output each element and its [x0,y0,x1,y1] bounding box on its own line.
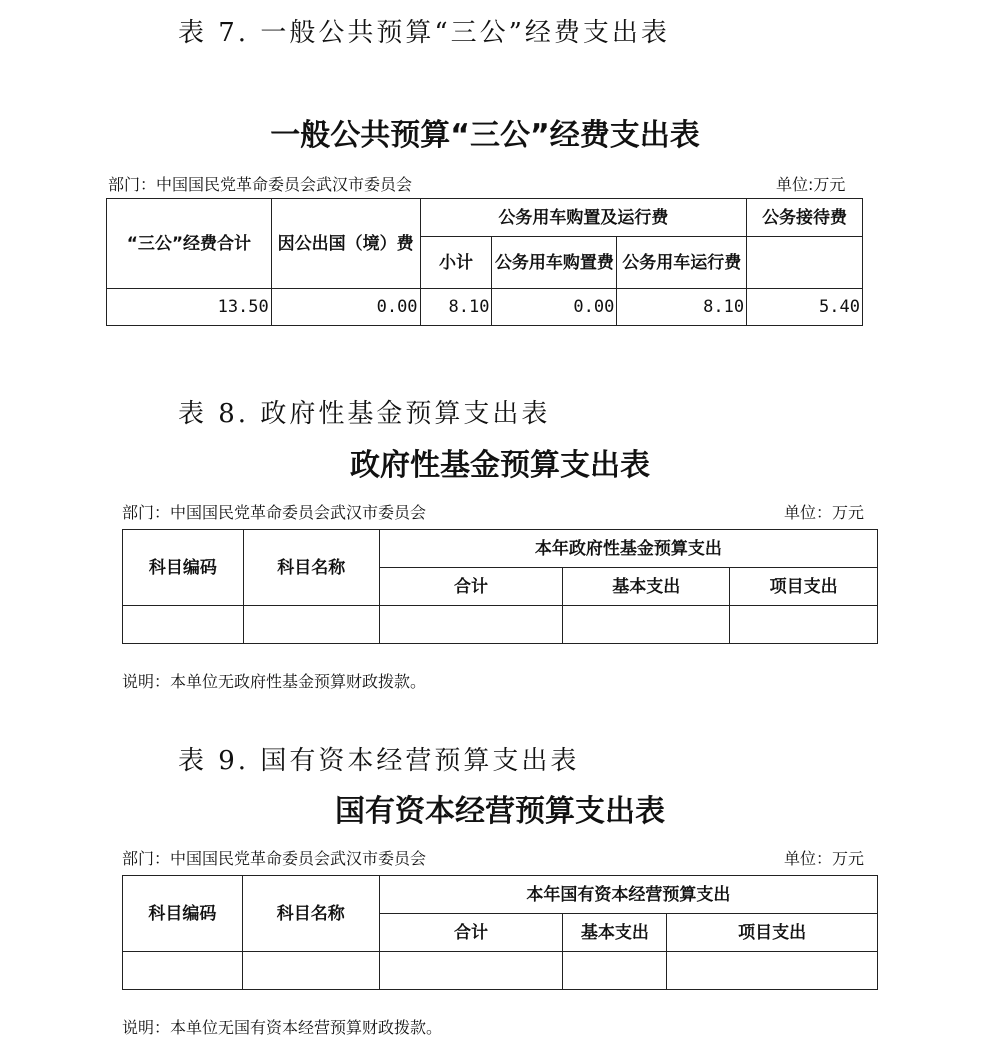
cell-empty [563,952,667,990]
header-total: “三公”经费合计 [107,199,272,289]
table9 [122,875,878,990]
header-code: 科目编码 [123,876,243,952]
header-vehicle-group: 公务用车购置及运行费 [420,199,747,237]
table8-dept: 部门：中国国民党革命委员会武汉市委员会 [122,503,427,522]
cell-empty [242,952,379,990]
cell-empty [730,606,878,644]
table7-caption: 表 7. 一般公共预算“三公”经费支出表 [178,18,670,48]
table7-unit: 单位:万元 [776,175,846,194]
header-total: 合计 [379,914,563,952]
cell-empty [667,952,878,990]
header-subtotal: 小计 [420,237,492,289]
header-project: 项目支出 [730,568,878,606]
cell-empty [563,606,730,644]
header-total: 合计 [379,568,563,606]
table7 [106,198,863,326]
table7-title: 一般公共预算“三公”经费支出表 [270,118,700,153]
table8-title: 政府性基金预算支出表 [350,448,650,483]
header-name: 科目名称 [243,530,379,606]
table8 [122,529,878,644]
header-project: 项目支出 [667,914,878,952]
table-row [123,606,878,644]
cell-abroad: 0.00 [271,289,420,326]
cell-total: 13.50 [107,289,272,326]
cell-empty [243,606,379,644]
cell-empty [123,952,243,990]
header-reception-blank [747,237,863,289]
cell-empty [379,952,563,990]
table8-unit: 单位：万元 [784,503,865,522]
header-basic: 基本支出 [563,914,667,952]
table-row [107,289,863,326]
header-name: 科目名称 [242,876,379,952]
header-vehicle-purchase: 公务用车购置费 [492,237,617,289]
header-group: 本年国有资本经营预算支出 [379,876,877,914]
header-group: 本年政府性基金预算支出 [379,530,877,568]
header-reception: 公务接待费 [747,199,863,237]
table9-unit: 单位：万元 [784,849,865,868]
table9-title: 国有资本经营预算支出表 [335,794,665,829]
table9-caption: 表 9. 国有资本经营预算支出表 [178,746,580,776]
cell-subtotal: 8.10 [420,289,492,326]
header-abroad: 因公出国（境）费 [271,199,420,289]
table9-dept: 部门：中国国民党革命委员会武汉市委员会 [122,849,427,868]
table8-note: 说明：本单位无政府性基金预算财政拨款。 [122,672,427,691]
cell-empty [123,606,244,644]
header-basic: 基本支出 [563,568,730,606]
table7-dept: 部门：中国国民党革命委员会武汉市委员会 [108,175,413,194]
cell-empty [379,606,563,644]
cell-vehicle-operation: 8.10 [617,289,747,326]
table9-note: 说明：本单位无国有资本经营预算财政拨款。 [122,1018,443,1037]
cell-reception: 5.40 [747,289,863,326]
header-vehicle-operation: 公务用车运行费 [617,237,747,289]
table-row [123,952,878,990]
header-code: 科目编码 [123,530,244,606]
cell-vehicle-purchase: 0.00 [492,289,617,326]
table8-caption: 表 8. 政府性基金预算支出表 [178,399,551,429]
